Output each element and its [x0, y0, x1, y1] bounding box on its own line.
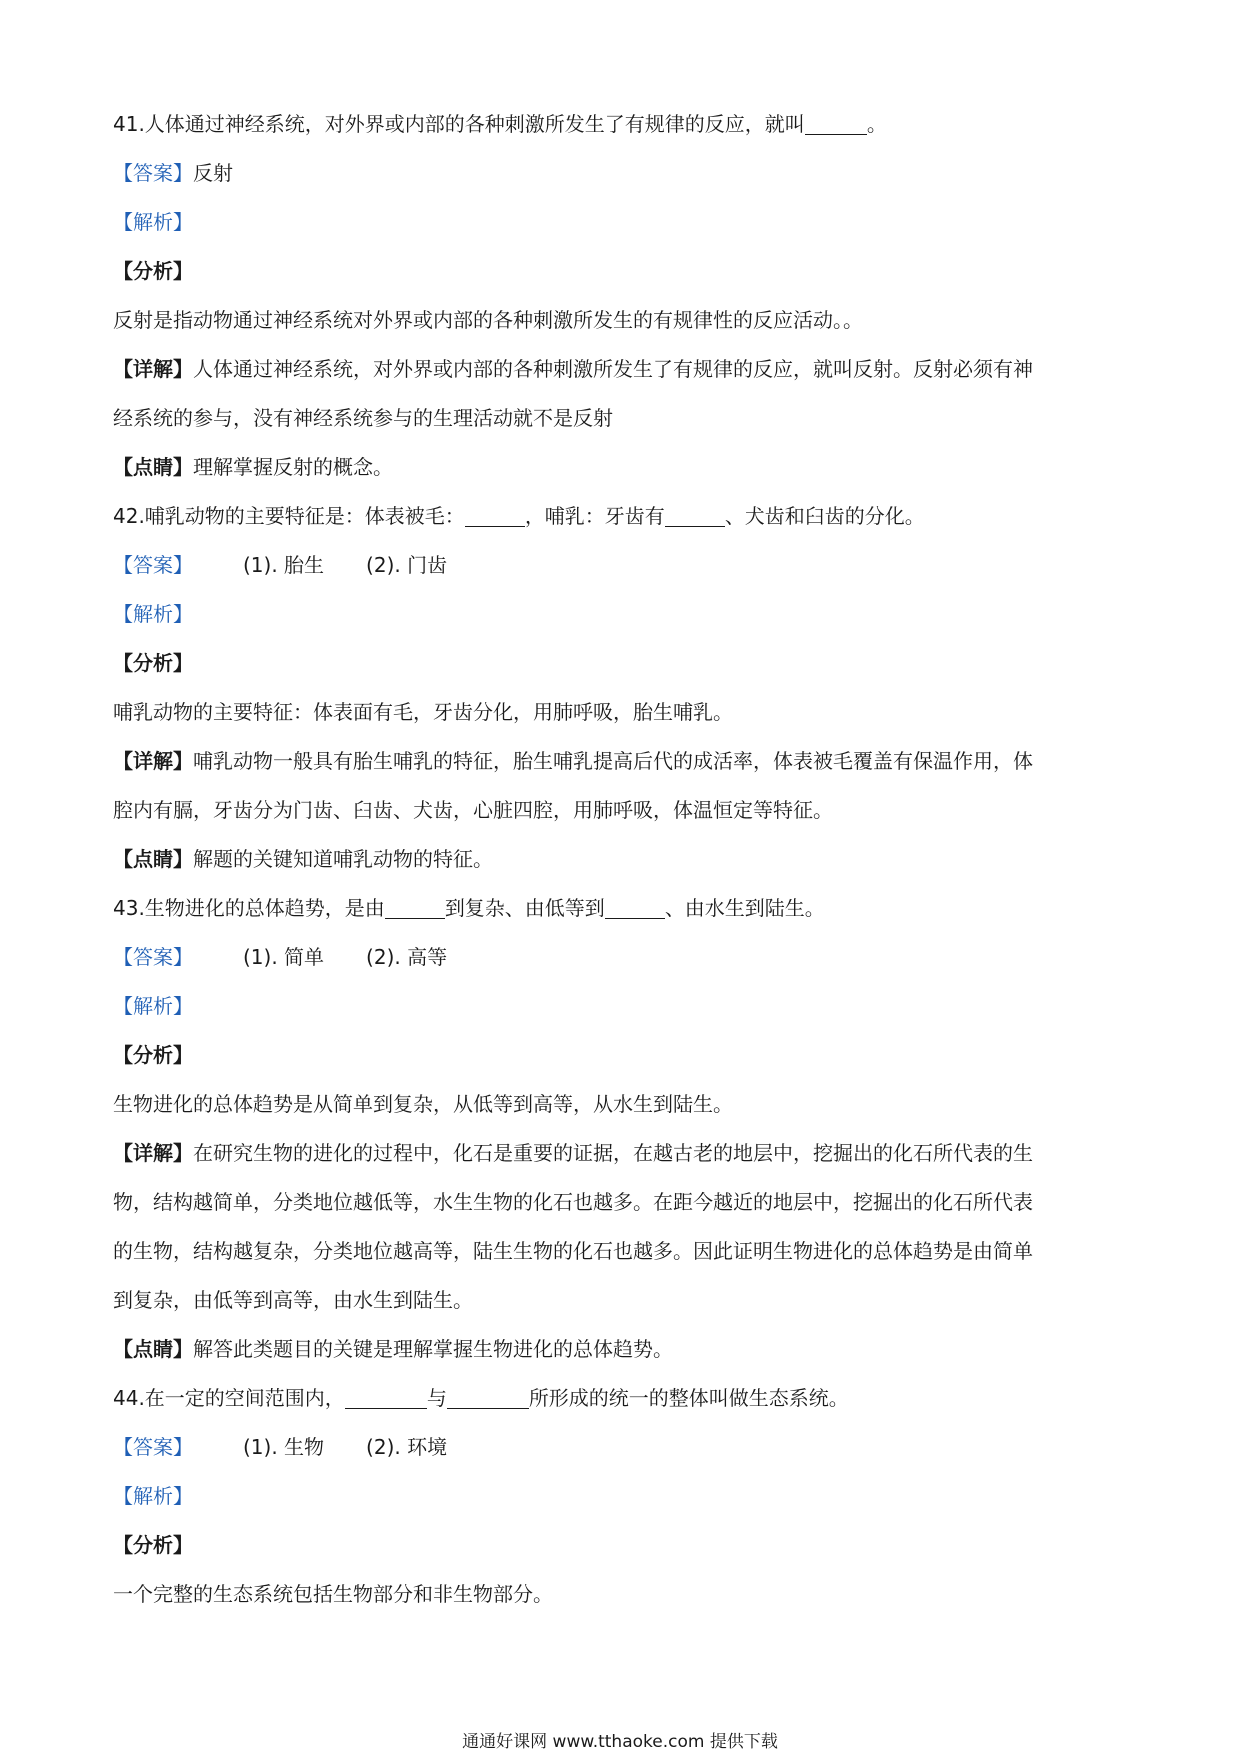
fenxi-line: [113, 1031, 1133, 1080]
answer-item: (2). 门齿: [366, 553, 448, 577]
answer-blank: [465, 504, 525, 527]
comment-text: 解答此类题目的关键是理解掌握生物进化的总体趋势。: [193, 1337, 673, 1361]
detail-line: [113, 1129, 1133, 1178]
question-text: 所形成的统一的整体叫做生态系统。: [528, 1386, 849, 1410]
detail-text: 物，结构越简单，分类地位越低等，水生生物的化石也越多。在距今越近的地层中，挖掘出的化石所代表: [113, 1190, 1033, 1214]
question-text: 、由水生到陆生。: [664, 896, 825, 920]
question-41: [113, 100, 1133, 149]
comment-line: [113, 835, 1133, 884]
comment-tag: 【点睛】: [113, 455, 193, 479]
fenxi-tag: 【分析】: [113, 259, 193, 283]
fenxi-text: 一个完整的生态系统包括生物部分和非生物部分。: [113, 1582, 553, 1606]
analysis-line: [113, 1472, 1133, 1521]
question-42: [113, 492, 1133, 541]
page-footer: 通通好课网 www.tthaoke.com 提供下载: [462, 1732, 778, 1752]
answer-line: [113, 541, 1133, 590]
comment-text: 理解掌握反射的概念。: [193, 455, 393, 479]
detail-text: 腔内有膈，牙齿分为门齿、臼齿、犬齿，心脏四腔，用肺呼吸，体温恒定等特征。: [113, 798, 833, 822]
question-text: 41.人体通过神经系统，对外界或内部的各种刺激所发生了有规律的反应，就叫: [113, 112, 805, 136]
detail-text: 在研究生物的进化的过程中，化石是重要的证据，在越古老的地层中，挖掘出的化石所代表的生: [193, 1141, 1033, 1165]
fenxi-line: [113, 1521, 1133, 1570]
answer-text: 反射: [193, 161, 233, 185]
answer-tag: 【答案】: [113, 945, 193, 969]
detail-tag: 【详解】: [113, 1141, 193, 1165]
answer-line: [113, 933, 1133, 982]
answer-tag: 【答案】: [113, 161, 193, 185]
detail-line: [113, 737, 1133, 786]
fenxi-text: 生物进化的总体趋势是从简单到复杂，从低等到高等，从水生到陆生。: [113, 1092, 733, 1116]
answer-blank: [605, 896, 665, 919]
answer-tag: 【答案】: [113, 553, 193, 577]
fenxi-tag: 【分析】: [113, 651, 193, 675]
detail-text: 哺乳动物一般具有胎生哺乳的特征，胎生哺乳提高后代的成活率，体表被毛覆盖有保温作用，体: [193, 749, 1033, 773]
detail-line: [113, 345, 1133, 394]
detail-text: 经系统的参与，没有神经系统参与的生理活动就不是反射: [113, 406, 613, 430]
analysis-line: [113, 198, 1133, 247]
answer-item: (1). 生物: [243, 1435, 325, 1459]
analysis-tag: 【解析】: [113, 210, 193, 234]
fenxi-line: [113, 639, 1133, 688]
question-text: 44.在一定的空间范围内，: [113, 1386, 345, 1410]
answer-item: (2). 高等: [366, 945, 448, 969]
question-text: 与: [426, 1386, 447, 1410]
analysis-tag: 【解析】: [113, 1484, 193, 1508]
comment-line: [113, 1325, 1133, 1374]
answer-item: (2). 环境: [366, 1435, 448, 1459]
question-text: 。: [866, 112, 887, 136]
question-text: ，哺乳：牙齿有: [524, 504, 665, 528]
answer-item: (1). 简单: [243, 945, 325, 969]
fenxi-tag: 【分析】: [113, 1043, 193, 1067]
detail-text: 的生物，结构越复杂，分类地位越高等，陆生生物的化石也越多。因此证明生物进化的总体趋势是由简单: [113, 1239, 1033, 1263]
question-text: 42.哺乳动物的主要特征是：体表被毛：: [113, 504, 465, 528]
comment-tag: 【点睛】: [113, 847, 193, 871]
answer-blank: [447, 1386, 529, 1409]
answer-tag: 【答案】: [113, 1435, 193, 1459]
answer-item: (1). 胎生: [243, 553, 325, 577]
comment-text: 解题的关键知道哺乳动物的特征。: [193, 847, 493, 871]
question-43: [113, 884, 1133, 933]
fenxi-text: 反射是指动物通过神经系统对外界或内部的各种刺激所发生的有规律性的反应活动。。: [113, 308, 863, 332]
answer-blank: [385, 896, 445, 919]
analysis-tag: 【解析】: [113, 602, 193, 626]
detail-text: 到复杂，由低等到高等，由水生到陆生。: [113, 1288, 473, 1312]
analysis-line: [113, 982, 1133, 1031]
detail-text: 人体通过神经系统，对外界或内部的各种刺激所发生了有规律的反应，就叫反射。反射必须有神: [193, 357, 1033, 381]
comment-line: [113, 443, 1133, 492]
analysis-line: [113, 590, 1133, 639]
fenxi-tag: 【分析】: [113, 1533, 193, 1557]
answer-blank: [345, 1386, 427, 1409]
fenxi-text: 哺乳动物的主要特征：体表面有毛，牙齿分化，用肺呼吸，胎生哺乳。: [113, 700, 733, 724]
analysis-tag: 【解析】: [113, 994, 193, 1018]
answer-blank: [665, 504, 725, 527]
question-text: 43.生物进化的总体趋势，是由: [113, 896, 385, 920]
answer-blank: [805, 112, 867, 135]
question-44: [113, 1374, 1133, 1423]
detail-tag: 【详解】: [113, 749, 193, 773]
detail-tag: 【详解】: [113, 357, 193, 381]
question-text: 、犬齿和臼齿的分化。: [724, 504, 925, 528]
answer-line: [113, 149, 1133, 198]
document-page: [113, 100, 1133, 1619]
fenxi-line: [113, 247, 1133, 296]
comment-tag: 【点睛】: [113, 1337, 193, 1361]
question-text: 到复杂、由低等到: [444, 896, 605, 920]
answer-line: [113, 1423, 1133, 1472]
